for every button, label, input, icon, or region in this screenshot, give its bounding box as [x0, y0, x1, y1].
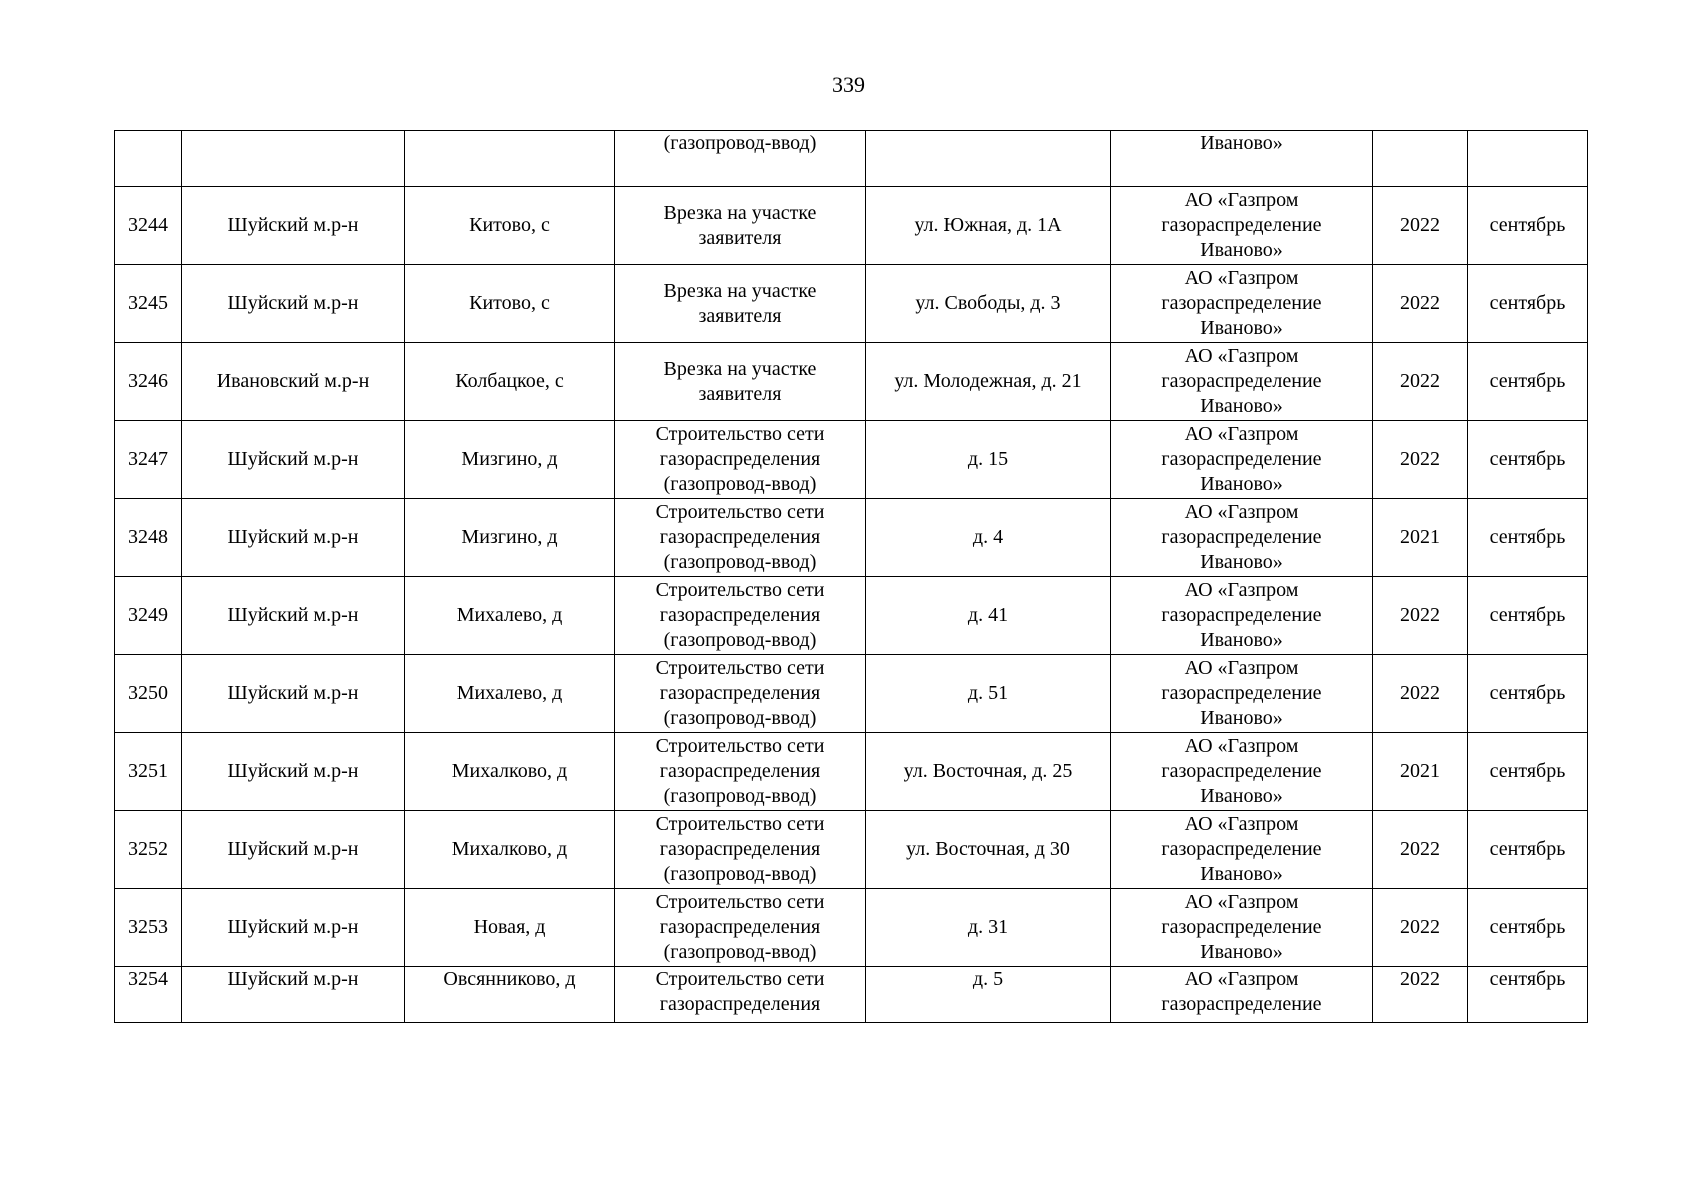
cell-settlement-text: Китово, с — [469, 214, 550, 236]
cell-organization-text: АО «Газпром газораспределение Иваново» — [1161, 423, 1322, 495]
cell-address — [866, 733, 1111, 811]
cell-work-type-text: Строительство сети газораспределения (газопровод-ввод) — [655, 501, 825, 573]
cell-settlement — [405, 967, 615, 1023]
cell-organization — [1111, 655, 1373, 733]
cell-number — [115, 889, 182, 967]
cell-settlement-text: Михалево, д — [456, 682, 563, 704]
cell-settlement — [405, 265, 615, 343]
cell-settlement-text: Мизгино, д — [461, 526, 558, 548]
cell-address-text: ул. Свободы, д. 3 — [915, 292, 1061, 314]
table-body — [115, 131, 1588, 1023]
cell-organization-text: АО «Газпром газораспределение Иваново» — [1161, 579, 1322, 651]
cell-settlement — [405, 733, 615, 811]
cell-organization-text: АО «Газпром газораспределение Иваново» — [1161, 267, 1322, 339]
cell-year — [1373, 187, 1468, 265]
cell-month-text: сентябрь — [1489, 682, 1566, 704]
cell-settlement-text: Михалково, д — [451, 760, 568, 782]
cell-work-type-text: Врезка на участке заявителя — [663, 201, 817, 249]
cell-number — [115, 421, 182, 499]
cell-number-text: 3246 — [128, 370, 168, 392]
table-row — [115, 343, 1588, 421]
cell-number-text: 3244 — [128, 214, 168, 236]
cell-work-type — [615, 655, 866, 733]
cell-settlement-text: Мизгино, д — [461, 448, 558, 470]
cell-month-text: сентябрь — [1489, 214, 1566, 236]
cell-month-text: сентябрь — [1489, 370, 1566, 392]
cell-address — [866, 889, 1111, 967]
cell-number-text: 3254 — [128, 968, 168, 990]
cell-settlement-text: Овсянниково, д — [443, 968, 576, 990]
cell-year-text: 2022 — [1400, 370, 1440, 392]
cell-year-text: 2022 — [1400, 604, 1440, 626]
cell-settlement-text: Колбацкое, с — [455, 370, 564, 392]
cell-year — [1373, 343, 1468, 421]
cell-year — [1373, 967, 1468, 1023]
cell-work-type-text: Строительство сети газораспределения — [655, 968, 825, 1015]
table-row — [115, 811, 1588, 889]
cell-settlement — [405, 131, 615, 187]
cell-district-text: Шуйский м.р-н — [227, 448, 359, 470]
cell-district-text: Шуйский м.р-н — [227, 916, 359, 938]
cell-address-text: д. 31 — [967, 916, 1009, 938]
table-row — [115, 889, 1588, 967]
cell-number — [115, 187, 182, 265]
cell-district — [182, 187, 405, 265]
cell-year-text: 2022 — [1400, 968, 1440, 990]
cell-work-type — [615, 265, 866, 343]
cell-address-text: д. 51 — [967, 682, 1009, 704]
cell-month — [1468, 889, 1588, 967]
cell-district — [182, 577, 405, 655]
cell-organization — [1111, 343, 1373, 421]
cell-organization-text: АО «Газпром газораспределение Иваново» — [1161, 501, 1322, 573]
cell-month — [1468, 265, 1588, 343]
cell-settlement — [405, 577, 615, 655]
cell-month-text: сентябрь — [1489, 760, 1566, 782]
cell-number — [115, 343, 182, 421]
cell-district-text: Шуйский м.р-н — [227, 292, 359, 314]
table-row — [115, 131, 1588, 187]
cell-work-type-text: Строительство сети газораспределения (газопровод-ввод) — [655, 423, 825, 495]
cell-year-text: 2021 — [1400, 760, 1440, 782]
cell-work-type — [615, 577, 866, 655]
cell-work-type — [615, 967, 866, 1023]
cell-organization-text: АО «Газпром газораспределение — [1161, 968, 1322, 1015]
cell-number — [115, 655, 182, 733]
cell-number-text: 3249 — [128, 604, 168, 626]
cell-month — [1468, 131, 1588, 187]
table-row — [115, 577, 1588, 655]
cell-work-type — [615, 187, 866, 265]
cell-work-type — [615, 343, 866, 421]
cell-year — [1373, 733, 1468, 811]
cell-month-text: сентябрь — [1489, 968, 1566, 990]
cell-work-type — [615, 131, 866, 187]
cell-number — [115, 265, 182, 343]
cell-month — [1468, 187, 1588, 265]
cell-address — [866, 131, 1111, 187]
cell-work-type-text: Строительство сети газораспределения (газопровод-ввод) — [655, 813, 825, 885]
cell-month — [1468, 499, 1588, 577]
table-row — [115, 655, 1588, 733]
cell-year — [1373, 577, 1468, 655]
cell-number-text: 3252 — [128, 838, 168, 860]
cell-settlement-text: Михалково, д — [451, 838, 568, 860]
cell-organization — [1111, 733, 1373, 811]
cell-district-text: Шуйский м.р-н — [227, 760, 359, 782]
cell-district — [182, 967, 405, 1023]
cell-settlement — [405, 187, 615, 265]
cell-address-text: д. 5 — [972, 968, 1004, 990]
cell-address-text: ул. Восточная, д. 25 — [903, 760, 1073, 782]
cell-district — [182, 131, 405, 187]
cell-year — [1373, 811, 1468, 889]
cell-month — [1468, 343, 1588, 421]
cell-year-text: 2022 — [1400, 292, 1440, 314]
cell-month-text: сентябрь — [1489, 604, 1566, 626]
cell-year — [1373, 889, 1468, 967]
cell-settlement — [405, 811, 615, 889]
cell-work-type-text: Врезка на участке заявителя — [663, 357, 817, 405]
cell-work-type — [615, 889, 866, 967]
table-row — [115, 187, 1588, 265]
cell-work-type — [615, 421, 866, 499]
cell-organization — [1111, 265, 1373, 343]
cell-address — [866, 499, 1111, 577]
cell-address — [866, 265, 1111, 343]
cell-work-type-text: (газопровод-ввод) — [663, 132, 817, 154]
cell-work-type-text: Строительство сети газораспределения (газопровод-ввод) — [655, 657, 825, 729]
cell-number-text: 3247 — [128, 448, 168, 470]
cell-year — [1373, 655, 1468, 733]
cell-address-text: д. 15 — [967, 448, 1009, 470]
table-row — [115, 421, 1588, 499]
cell-address — [866, 421, 1111, 499]
page-number: 339 — [832, 72, 865, 97]
cell-organization — [1111, 889, 1373, 967]
cell-address-text: ул. Молодежная, д. 21 — [894, 370, 1082, 392]
cell-settlement — [405, 343, 615, 421]
cell-district — [182, 889, 405, 967]
cell-organization — [1111, 421, 1373, 499]
cell-district — [182, 733, 405, 811]
cell-number — [115, 499, 182, 577]
cell-organization-text: АО «Газпром газораспределение Иваново» — [1161, 345, 1322, 417]
cell-number — [115, 577, 182, 655]
cell-month — [1468, 811, 1588, 889]
cell-year — [1373, 265, 1468, 343]
cell-month — [1468, 967, 1588, 1023]
cell-district-text: Шуйский м.р-н — [227, 214, 359, 236]
cell-district — [182, 499, 405, 577]
cell-settlement-text: Китово, с — [469, 292, 550, 314]
cell-settlement-text: Михалево, д — [456, 604, 563, 626]
cell-address — [866, 967, 1111, 1023]
cell-district-text: Шуйский м.р-н — [227, 682, 359, 704]
cell-settlement — [405, 655, 615, 733]
cell-number-text: 3245 — [128, 292, 168, 314]
cell-year-text: 2022 — [1400, 916, 1440, 938]
cell-address — [866, 811, 1111, 889]
cell-settlement — [405, 499, 615, 577]
cell-year — [1373, 131, 1468, 187]
cell-work-type — [615, 733, 866, 811]
cell-year-text: 2022 — [1400, 448, 1440, 470]
cell-organization — [1111, 499, 1373, 577]
cell-year-text: 2022 — [1400, 214, 1440, 236]
cell-address — [866, 577, 1111, 655]
cell-organization — [1111, 131, 1373, 187]
cell-district-text: Шуйский м.р-н — [227, 838, 359, 860]
cell-year-text: 2022 — [1400, 838, 1440, 860]
cell-work-type-text: Строительство сети газораспределения (газопровод-ввод) — [655, 891, 825, 963]
cell-work-type-text: Строительство сети газораспределения (газопровод-ввод) — [655, 735, 825, 807]
cell-address-text: д. 4 — [972, 526, 1004, 548]
cell-month-text: сентябрь — [1489, 526, 1566, 548]
table-row — [115, 733, 1588, 811]
cell-organization-text: АО «Газпром газораспределение Иваново» — [1161, 657, 1322, 729]
cell-settlement-text: Новая, д — [473, 916, 546, 938]
cell-work-type-text: Строительство сети газораспределения (газопровод-ввод) — [655, 579, 825, 651]
cell-district-text: Шуйский м.р-н — [227, 604, 359, 626]
cell-year-text: 2021 — [1400, 526, 1440, 548]
cell-work-type — [615, 499, 866, 577]
cell-district — [182, 811, 405, 889]
cell-month-text: сентябрь — [1489, 838, 1566, 860]
cell-organization — [1111, 187, 1373, 265]
cell-settlement — [405, 889, 615, 967]
cell-organization — [1111, 577, 1373, 655]
cell-organization-text: Иваново» — [1200, 132, 1283, 154]
cell-number-text: 3248 — [128, 526, 168, 548]
cell-district — [182, 655, 405, 733]
table-row — [115, 265, 1588, 343]
cell-organization-text: АО «Газпром газораспределение Иваново» — [1161, 891, 1322, 963]
table-row — [115, 967, 1588, 1023]
cell-number — [115, 811, 182, 889]
cell-address-text: ул. Восточная, д 30 — [906, 838, 1070, 860]
cell-address — [866, 343, 1111, 421]
cell-month — [1468, 655, 1588, 733]
cell-month — [1468, 577, 1588, 655]
cell-organization-text: АО «Газпром газораспределение Иваново» — [1161, 189, 1322, 261]
gasification-table — [114, 130, 1588, 1023]
cell-month — [1468, 733, 1588, 811]
cell-number-text: 3253 — [128, 916, 168, 938]
cell-district-text: Ивановский м.р-н — [216, 370, 370, 392]
cell-district-text: Шуйский м.р-н — [227, 526, 359, 548]
cell-number — [115, 967, 182, 1023]
cell-district — [182, 343, 405, 421]
cell-number-text: 3250 — [128, 682, 168, 704]
cell-address-text: д. 41 — [967, 604, 1009, 626]
cell-organization-text: АО «Газпром газораспределение Иваново» — [1161, 813, 1322, 885]
cell-address — [866, 187, 1111, 265]
table-row — [115, 499, 1588, 577]
cell-month — [1468, 421, 1588, 499]
cell-address-text: ул. Южная, д. 1А — [914, 214, 1062, 236]
cell-organization — [1111, 967, 1373, 1023]
cell-work-type — [615, 811, 866, 889]
cell-month-text: сентябрь — [1489, 448, 1566, 470]
cell-month-text: сентябрь — [1489, 292, 1566, 314]
cell-year — [1373, 499, 1468, 577]
cell-month-text: сентябрь — [1489, 916, 1566, 938]
cell-district-text: Шуйский м.р-н — [227, 968, 359, 990]
cell-address — [866, 655, 1111, 733]
cell-settlement — [405, 421, 615, 499]
cell-number — [115, 733, 182, 811]
cell-organization-text: АО «Газпром газораспределение Иваново» — [1161, 735, 1322, 807]
cell-year-text: 2022 — [1400, 682, 1440, 704]
cell-number-text: 3251 — [128, 760, 168, 782]
cell-district — [182, 421, 405, 499]
cell-number — [115, 131, 182, 187]
cell-organization — [1111, 811, 1373, 889]
cell-district — [182, 265, 405, 343]
cell-work-type-text: Врезка на участке заявителя — [663, 279, 817, 327]
cell-year — [1373, 421, 1468, 499]
